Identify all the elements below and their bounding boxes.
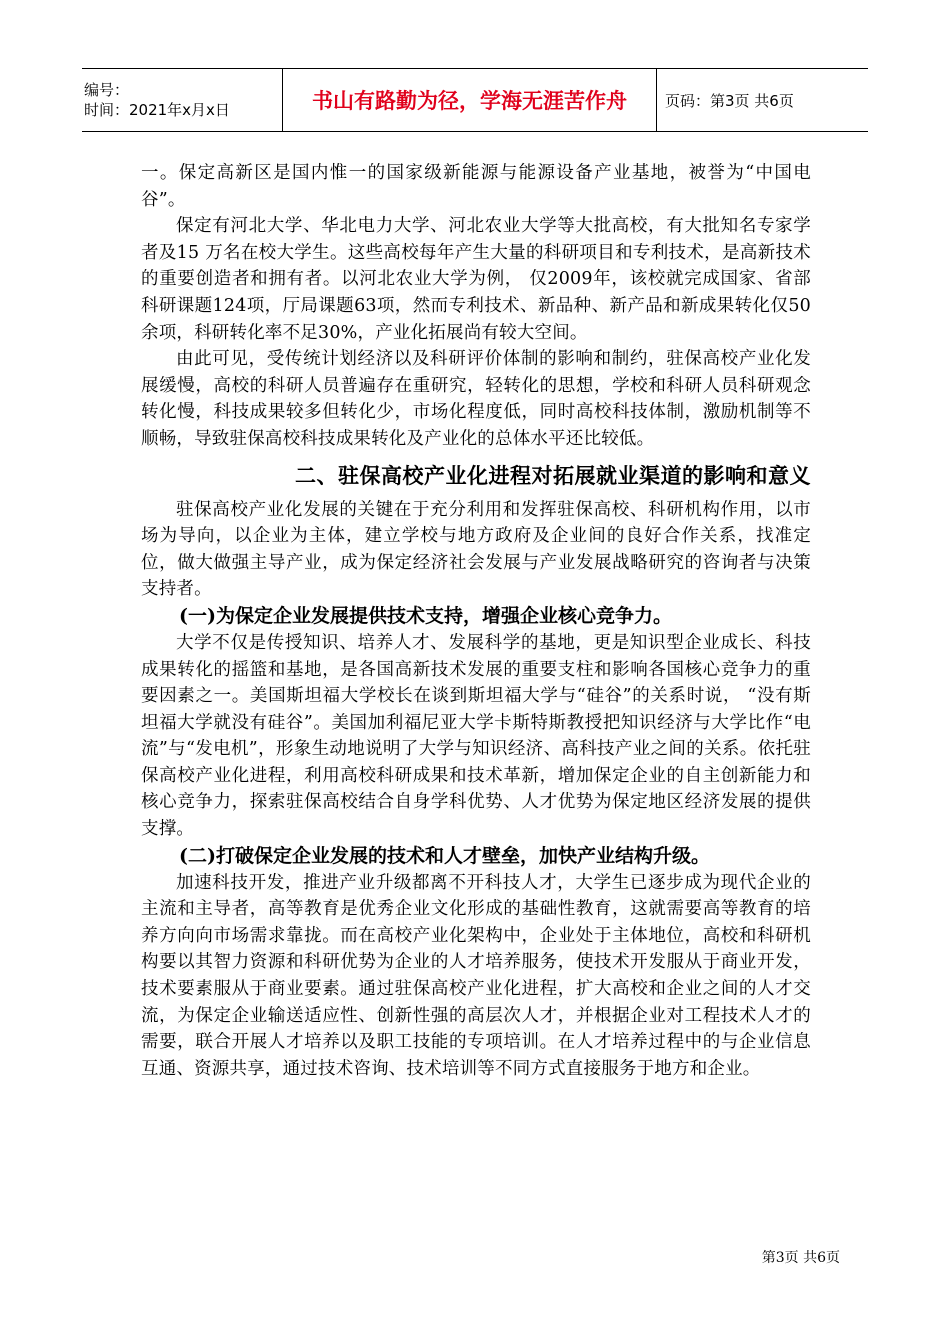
section-heading: 二、驻保高校产业化进程对拓展就业渠道的影响和意义 [295, 463, 811, 488]
subsection-heading: (二)打破保定企业发展的技术和人才壁垒，加快产业结构升级。 [179, 844, 710, 867]
paragraph: 驻保高校产业化发展的关键在于充分利用和发挥驻保高校、科研机构作用，以市场为导向，以企业为主体，建立学校与地方政府及企业间的良好合作关系，找准定位，做大做强主导产业，成为保定经济社会发展与产业发展战略研究的咨询者与决策支持者。 [141, 499, 811, 600]
subsection-heading: (一)为保定企业发展提供技术支持，增强企业核心竞争力。 [179, 604, 672, 627]
header-page-number: 页码：第3页 共6页 [665, 91, 794, 110]
document-number-label: 编号： [84, 81, 130, 99]
paragraph: 保定有河北大学、华北电力大学、河北农业大学等大批高校，有大批知名专家学者及15 万名在校大学生。这些高校每年产生大量的科研项目和专利技术，是高新技术的重要创造者和拥有者。以河北农业大学为例， 仅2009年，该校就完成国家、省部科研课题124项，厅局课题63项，然而专利技术、新品种、新产品和新成果转化仅50余项，科研转化率不足30%，产业化拓展尚有较大空间。 [141, 216, 811, 343]
document-date-label: 时间：2021年x月x日 [84, 101, 230, 119]
page-footer [762, 1247, 840, 1267]
paragraph: 加速科技开发，推进产业升级都离不开科技人才，大学生已逐步成为现代企业的主流和主导者，高等教育是优秀企业文化形成的基础性教育，这就需要高等教育的培养方向向市场需求靠拢。而在高校产业化架构中，企业处于主体地位，高校和科研机构要以其智力资源和科研优势为企业的人才培养服务，使技术开发服从于商业开发，技术要素服从于商业要素。通过驻保高校产业化进程，扩大高校和企业之间的人才交流，为保定企业输送适应性、创新性强的高层次人才，并根据企业对工程技术人才的需要，联合开展人才培养以及职工技能的专项培训。在人才培养过程中的与企业信息互通、资源共享，通过技术咨询、技术培训等不同方式直接服务于地方和企业。 [141, 872, 811, 1079]
paragraph: 由此可见，受传统计划经济以及科研评价体制的影响和制约，驻保高校产业化发展缓慢，高校的科研人员普遍存在重研究，轻转化的思想，学校和科研人员科研观念转化慢，科技成果较多但转化少，市场化程度低，同时高校科技体制，激励机制等不顺畅，导致驻保高校科技成果转化及产业化的总体水平还比较低。 [141, 349, 811, 449]
header-meta [82, 69, 282, 131]
header-motto [282, 69, 657, 131]
motto-text: 书山有路勤为径，学海无涯苦作舟 [312, 89, 627, 113]
header-page-info [657, 69, 868, 131]
document-body [141, 160, 811, 1082]
paragraph: 大学不仅是传授知识、培养人才、发展科学的基地，更是知识型企业成长、科技成果转化的摇篮和基地，是各国高新技术发展的重要支柱和影响各国核心竞争力的重要因素之一。美国斯坦福大学校长在谈到斯坦福大学与“硅谷”的关系时说， “没有斯坦福大学就没有硅谷”。美国加利福尼亚大学卡斯特斯教授把知识经济与大学比作“电流”与“发电机”，形象生动地说明了大学与知识经济、高科技产业之间的关系。依托驻保高校产业化进程，利用高校科研成果和技术革新，增加保定企业的自主创新能力和核心竞争力，探索驻保高校结合自身学科优势、人才优势为保定地区经济发展的提供支撑。 [141, 632, 811, 840]
footer-page-number: 第3页 共6页 [761, 1250, 840, 1266]
page-header [82, 68, 868, 132]
paragraph: 一。保定高新区是国内惟一的国家级新能源与能源设备产业基地，被誉为“中国电谷”。 [141, 163, 811, 210]
